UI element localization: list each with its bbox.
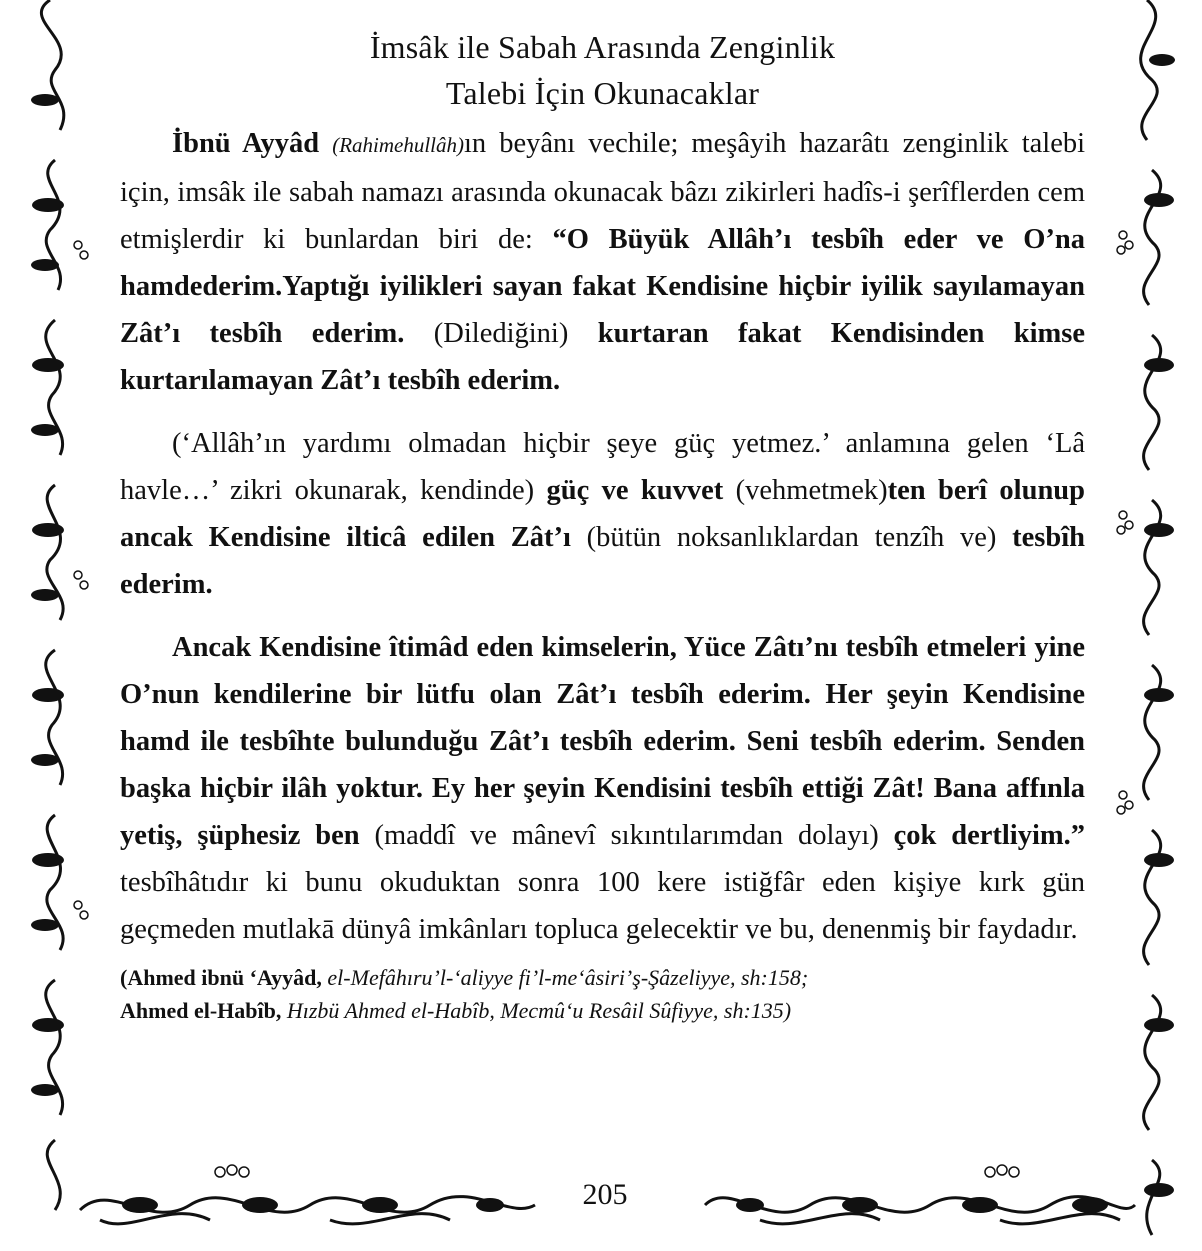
left-ornamental-border bbox=[0, 0, 100, 1251]
p3-text-2: tesbîhâtıdır ki bunu okuduktan sonra 100 kere istiğfâr eden kişiye kırk gün geçmeden mutlakā dünyâ imkânları topluca gelecektir ve bu, denenmiş bir faydadır. bbox=[120, 867, 1085, 945]
p1-text-2: (Dilediğini) bbox=[404, 318, 598, 349]
p3-text-1: (maddî ve mânevî sıkıntılarımdan dolayı) bbox=[359, 820, 894, 851]
page-number: 205 bbox=[582, 1178, 628, 1211]
citation-work-2: Hızbü Ahmed el-Habîb, Mecmû‘u Resâil Sûfiyye, sh:135) bbox=[281, 998, 792, 1023]
p1-bold-1: “O Büyük Allâh’ı tesbîh eder ve O’na hamdederim.Yaptığı iyilikleri sayan fakat Kendisine hiçbir iyilik sayılamayan Zât’ı tesbîh ederim. bbox=[120, 224, 1085, 349]
p2-text-1: (‘Allâh’ın yardımı olmadan hiçbir şeye güç yetmez.’ anlamına gelen ‘Lâ havle…’ zikri okunarak, kendinde) bbox=[120, 428, 1085, 506]
right-ornamental-border bbox=[1107, 0, 1202, 1251]
p1-bold-2: kurtaran fakat Kendisinden kimse kurtarılamayan Zât’ı tesbîh ederim. bbox=[120, 318, 1086, 396]
author-name: İbnü Ayyâd bbox=[172, 128, 320, 159]
paragraph-1 bbox=[120, 120, 1085, 404]
honorific: (Rahimehullâh) bbox=[332, 133, 465, 157]
p2-text-3: (bütün noksanlıklardan tenzîh ve) bbox=[570, 522, 1013, 553]
p2-bold-2: ten berî olunup ancak Kendisine ilticâ edilen Zât’ı bbox=[120, 475, 1085, 553]
page-title bbox=[120, 24, 1085, 116]
p3-bold-1: Ancak Kendisine îtimâd eden kimselerin, Yüce Zâtı’nı tesbîh etmeleri yine O’nun kendilerine bir lütfu olan Zât’ı tesbîh ederim. Her şeyin Kendisine hamd ile tesbîhte bulunduğu Zât’ı tesbîh ederim. Seni tesbîh ederim. Senden başka hiçbir ilâh yoktur. Ey her şeyin Kendisini tesbîh ettiği Zât! Bana affınla yetiş, şüphesiz ben bbox=[120, 632, 1085, 851]
p2-text-2: (vehmetmek) bbox=[723, 475, 888, 506]
p1-text-1: ın beyânı vechile; meşâyih hazarâtı zenginlik talebi için, imsâk ile sabah namazı arasında okunacak bâzı zikirleri hadîs-i şerîflerden cem etmişlerdir ki bunlardan biri de: bbox=[120, 128, 1086, 255]
citation-author-2: Ahmed el-Habîb, bbox=[120, 998, 282, 1023]
citation-author-1: (Ahmed ibnü ‘Ayyâd, bbox=[120, 965, 322, 990]
p2-bold-1: güç ve kuvvet bbox=[546, 475, 724, 506]
bottom-right-ornament bbox=[700, 1160, 1140, 1240]
paragraph-3 bbox=[120, 624, 1085, 953]
citation-work-1: el-Mefâhıru’l-‘aliyye fi’l-me‘âsiri’ş-Şâzeliyye, sh:158; bbox=[321, 965, 809, 990]
p2-bold-3: tesbîh ederim. bbox=[120, 522, 1085, 600]
page-content bbox=[120, 24, 1085, 1027]
title-line-2: Talebi İçin Okunacaklar bbox=[445, 75, 760, 111]
title-line-1: İmsâk ile Sabah Arasında Zenginlik bbox=[369, 29, 836, 65]
paragraph-2 bbox=[120, 420, 1085, 608]
p3-bold-2: çok dertliyim.” bbox=[893, 820, 1085, 851]
citation bbox=[120, 961, 1085, 1027]
bottom-left-ornament bbox=[70, 1160, 540, 1240]
